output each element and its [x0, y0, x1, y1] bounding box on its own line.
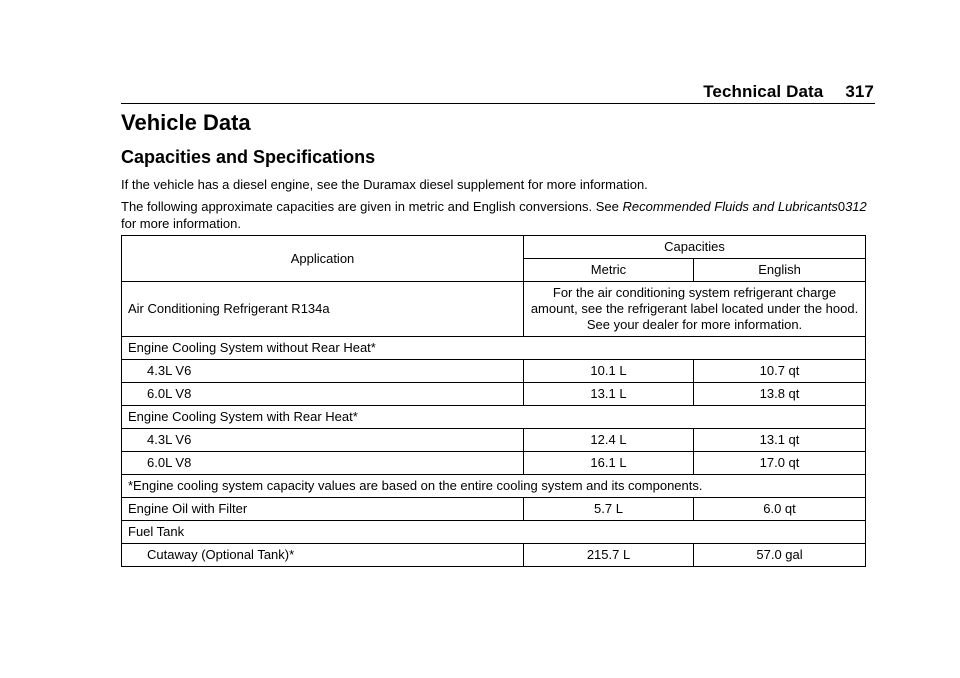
refrigerant-note-cell: For the air conditioning system refrigerant charge amount, see the refrigerant label located under the hood. See your dealer for more information.: [524, 282, 866, 337]
diesel-note-paragraph: If the vehicle has a diesel engine, see the Duramax diesel supplement for more information.: [121, 177, 648, 192]
table-row: [122, 429, 866, 452]
application-cell: 6.0L V8: [122, 452, 524, 475]
section-cell: Engine Cooling System without Rear Heat*: [122, 337, 866, 360]
section-subtitle: Capacities and Specifications: [121, 147, 376, 167]
metric-cell: 215.7 L: [524, 544, 694, 567]
header-metric: Metric: [524, 259, 694, 282]
table-section-row: [122, 337, 866, 360]
table-row: [122, 498, 866, 521]
reference-page-number[interactable]: 312: [845, 199, 867, 214]
english-cell: 13.8 qt: [694, 383, 866, 406]
footnote-cell: *Engine cooling system capacity values are based on the entire cooling system and its components.: [122, 475, 866, 498]
metric-cell: 16.1 L: [524, 452, 694, 475]
capacities-table: [121, 235, 866, 567]
header-rule: [121, 103, 875, 104]
conversion-note-paragraph: [121, 198, 871, 232]
english-cell: 6.0 qt: [694, 498, 866, 521]
header-english: English: [694, 259, 866, 282]
table-section-row: [122, 521, 866, 544]
reference-arrow-icon: 0: [837, 199, 846, 214]
metric-cell: 10.1 L: [524, 360, 694, 383]
section-name: Technical Data: [703, 82, 824, 101]
table-row: [122, 282, 866, 337]
application-cell: Air Conditioning Refrigerant R134a: [122, 282, 524, 337]
section-cell: Engine Cooling System with Rear Heat*: [122, 406, 866, 429]
metric-cell: 13.1 L: [524, 383, 694, 406]
header-application: Application: [122, 236, 524, 282]
table-section-row: [122, 406, 866, 429]
table-row: [122, 544, 866, 567]
application-cell: Cutaway (Optional Tank)*: [122, 544, 524, 567]
english-cell: 57.0 gal: [694, 544, 866, 567]
running-head: [703, 82, 874, 102]
english-cell: 13.1 qt: [694, 429, 866, 452]
section-cell: Fuel Tank: [122, 521, 866, 544]
application-cell: 4.3L V6: [122, 360, 524, 383]
table-row: [122, 360, 866, 383]
metric-cell: 5.7 L: [524, 498, 694, 521]
table-row: [122, 452, 866, 475]
table-footnote-row: [122, 475, 866, 498]
paragraph-text-end: for more information.: [121, 216, 241, 231]
table-row: [122, 383, 866, 406]
english-cell: 17.0 qt: [694, 452, 866, 475]
page-title: Vehicle Data: [121, 110, 251, 135]
application-cell: 6.0L V8: [122, 383, 524, 406]
english-cell: 10.7 qt: [694, 360, 866, 383]
metric-cell: 12.4 L: [524, 429, 694, 452]
paragraph-text: The following approximate capacities are given in metric and English conversions. See: [121, 199, 623, 214]
cross-reference-link[interactable]: Recommended Fluids and Lubricants: [622, 199, 838, 214]
application-cell: 4.3L V6: [122, 429, 524, 452]
application-cell: Engine Oil with Filter: [122, 498, 524, 521]
page-number: 317: [845, 82, 874, 101]
header-capacities: Capacities: [524, 236, 866, 259]
table-header-row: [122, 236, 866, 259]
